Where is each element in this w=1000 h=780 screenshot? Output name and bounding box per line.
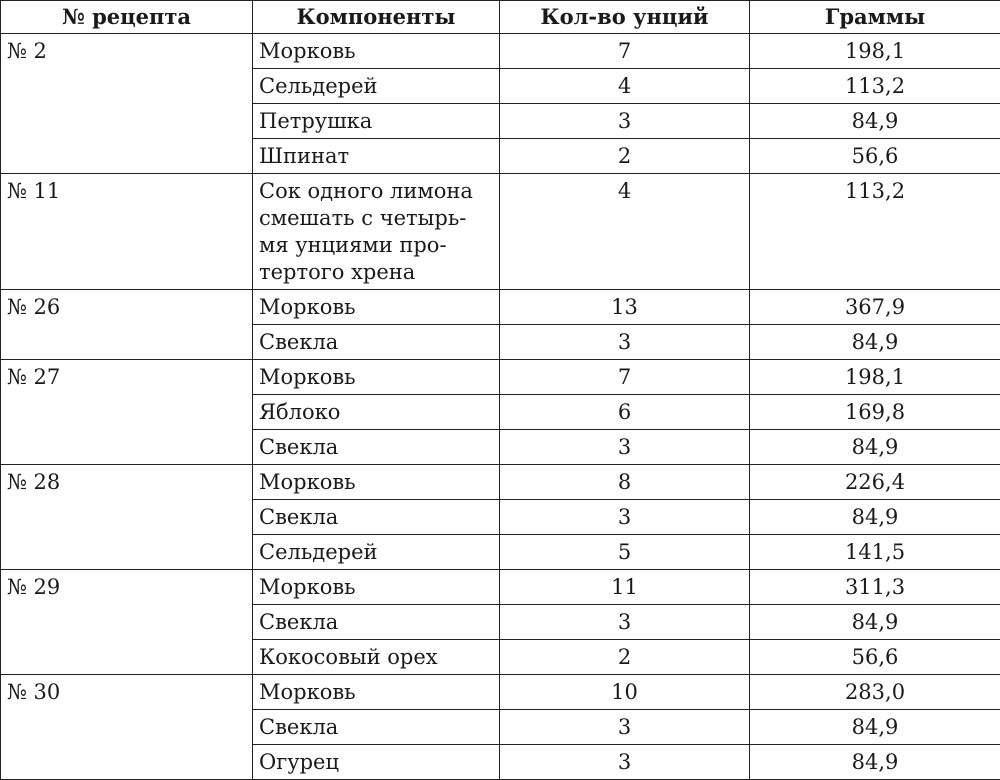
ounces-cell: 3 <box>500 605 750 640</box>
ounces-cell: 4 <box>500 69 750 104</box>
grams-cell: 113,2 <box>750 174 1000 290</box>
ounces-cell: 3 <box>500 710 750 745</box>
grams-cell: 56,6 <box>750 640 1000 675</box>
grams-cell: 84,9 <box>750 745 1000 780</box>
recipe-number-cell: № 30 <box>1 675 253 780</box>
component-cell: Шпинат <box>253 139 500 174</box>
component-line: Сок одного лимона <box>259 178 493 205</box>
ounces-cell: 5 <box>500 535 750 570</box>
component-cell: Свекла <box>253 500 500 535</box>
component-line: тертого хрена <box>259 259 493 286</box>
header-row <box>1 1 1000 34</box>
grams-cell: 84,9 <box>750 430 1000 465</box>
component-cell: Огурец <box>253 745 500 780</box>
component-cell: Сельдерей <box>253 535 500 570</box>
grams-cell: 84,9 <box>750 605 1000 640</box>
table-row <box>1 675 1000 710</box>
ounces-cell: 7 <box>500 34 750 69</box>
ounces-cell: 3 <box>500 500 750 535</box>
ounces-cell: 10 <box>500 675 750 710</box>
grams-cell: 198,1 <box>750 34 1000 69</box>
table-row <box>1 360 1000 395</box>
ounces-cell: 3 <box>500 430 750 465</box>
header-ounces: Кол-во унций <box>500 1 750 34</box>
grams-cell: 311,3 <box>750 570 1000 605</box>
component-cell: Морковь <box>253 34 500 69</box>
component-cell: Кокосовый орех <box>253 640 500 675</box>
table-row <box>1 290 1000 325</box>
header-grams: Граммы <box>750 1 1000 34</box>
table-row <box>1 570 1000 605</box>
component-cell: Сельдерей <box>253 69 500 104</box>
component-cell: Морковь <box>253 360 500 395</box>
grams-cell: 367,9 <box>750 290 1000 325</box>
grams-cell: 283,0 <box>750 675 1000 710</box>
recipe-number-cell: № 11 <box>1 174 253 290</box>
grams-cell: 113,2 <box>750 69 1000 104</box>
ounces-cell: 3 <box>500 325 750 360</box>
grams-cell: 198,1 <box>750 360 1000 395</box>
header-components: Компоненты <box>253 1 500 34</box>
component-cell: Яблоко <box>253 395 500 430</box>
recipe-number-cell: № 28 <box>1 465 253 570</box>
ounces-cell: 13 <box>500 290 750 325</box>
table-body <box>1 34 1000 780</box>
component-cell: Морковь <box>253 675 500 710</box>
grams-cell: 84,9 <box>750 104 1000 139</box>
ounces-cell: 4 <box>500 174 750 290</box>
header-recipe: № рецепта <box>1 1 253 34</box>
ounces-cell: 11 <box>500 570 750 605</box>
component-cell: Свекла <box>253 325 500 360</box>
component-cell: Петрушка <box>253 104 500 139</box>
component-cell: Свекла <box>253 605 500 640</box>
component-cell: Морковь <box>253 465 500 500</box>
component-cell <box>253 174 500 290</box>
table-row <box>1 174 1000 290</box>
component-line: мя унциями про- <box>259 232 493 259</box>
recipe-number-cell: № 2 <box>1 34 253 174</box>
recipe-number-cell: № 26 <box>1 290 253 360</box>
table-row <box>1 34 1000 69</box>
component-cell: Свекла <box>253 710 500 745</box>
grams-cell: 84,9 <box>750 325 1000 360</box>
grams-cell: 141,5 <box>750 535 1000 570</box>
ounces-cell: 3 <box>500 104 750 139</box>
component-cell: Свекла <box>253 430 500 465</box>
component-cell: Морковь <box>253 290 500 325</box>
grams-cell: 56,6 <box>750 139 1000 174</box>
grams-cell: 226,4 <box>750 465 1000 500</box>
recipe-number-cell: № 27 <box>1 360 253 465</box>
component-cell: Морковь <box>253 570 500 605</box>
recipe-number-cell: № 29 <box>1 570 253 675</box>
component-line: смешать с четырь- <box>259 205 493 232</box>
ounces-cell: 3 <box>500 745 750 780</box>
ounces-cell: 6 <box>500 395 750 430</box>
ounces-cell: 2 <box>500 640 750 675</box>
table-row <box>1 465 1000 500</box>
grams-cell: 84,9 <box>750 500 1000 535</box>
ounces-cell: 2 <box>500 139 750 174</box>
grams-cell: 84,9 <box>750 710 1000 745</box>
grams-cell: 169,8 <box>750 395 1000 430</box>
ounces-cell: 7 <box>500 360 750 395</box>
ounces-cell: 8 <box>500 465 750 500</box>
